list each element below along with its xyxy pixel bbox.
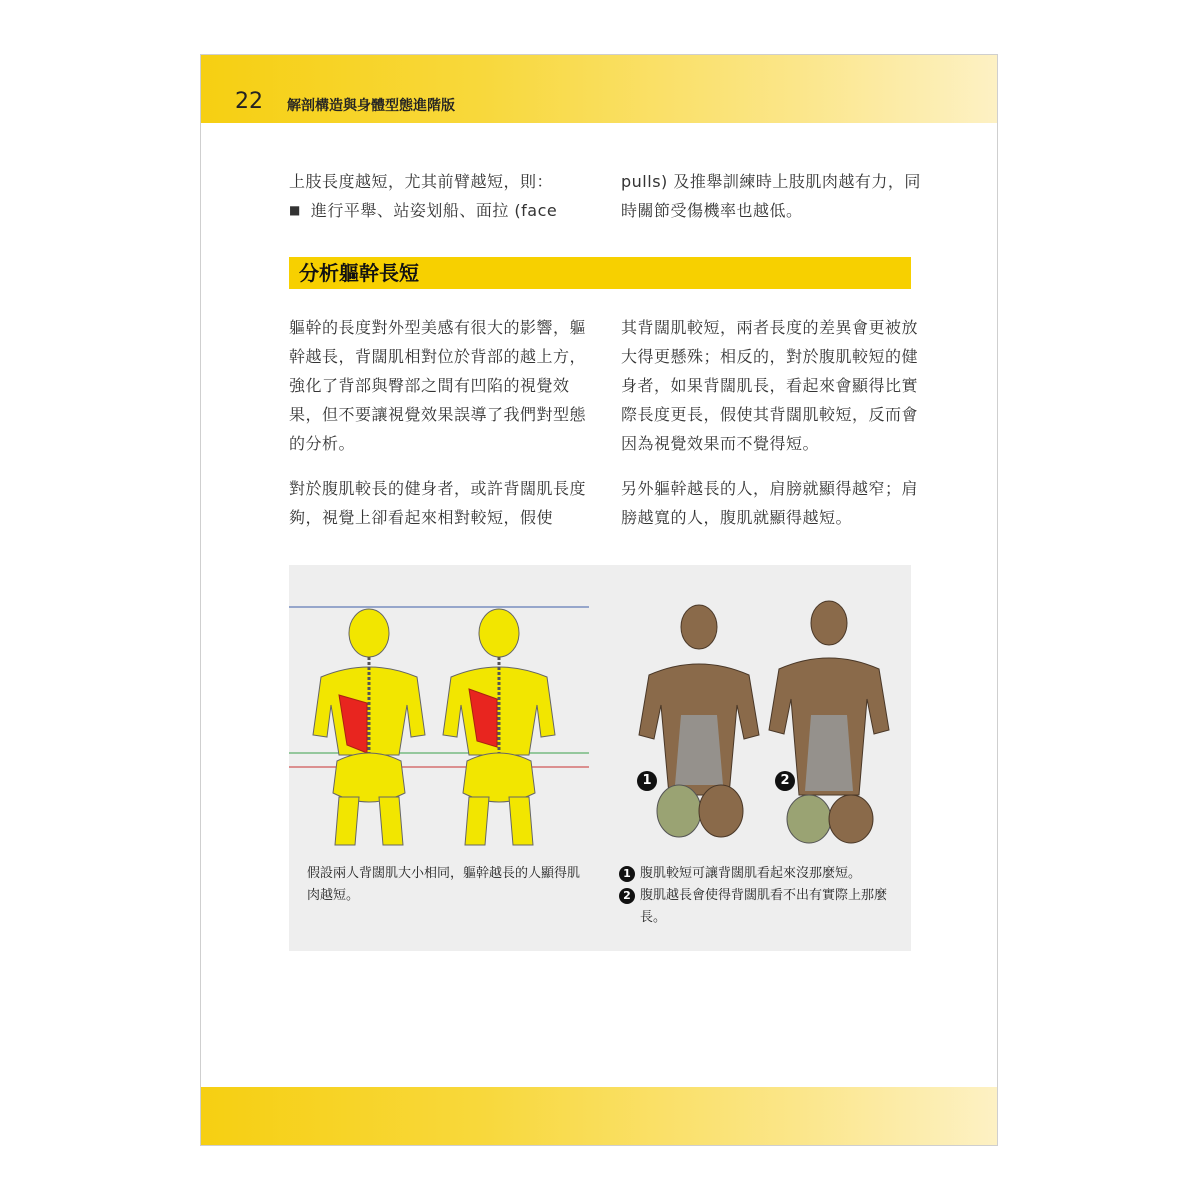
book-page bbox=[200, 54, 998, 1146]
anatomy-illustrations bbox=[289, 565, 911, 855]
intro-left-column bbox=[289, 167, 589, 225]
skeleton-figure-short-torso bbox=[313, 609, 425, 845]
figure-caption-left: 假設兩人背闊肌大小相同，軀幹越長的人顯得肌肉越短。 bbox=[307, 866, 581, 903]
footer-band bbox=[201, 1087, 997, 1145]
caption-list-item bbox=[619, 863, 909, 885]
body-right-paragraph-2: 另外軀幹越長的人，肩膀就顯得越窄；肩膀越寬的人，腹肌就顯得越短。 bbox=[621, 479, 919, 527]
intro-bullet-text: 進行平舉、站姿划船、面拉 (face bbox=[310, 201, 558, 220]
caption-item-text: 腹肌越長會使得背闊肌看不出有實際上那麼長。 bbox=[640, 888, 888, 925]
skeleton-figure-long-torso bbox=[443, 609, 555, 845]
caption-item-text: 腹肌較短可讓背闊肌看起來沒那麼短。 bbox=[640, 866, 862, 881]
body-left-paragraph-1: 軀幹的長度對外型美感有很大的影響，軀幹越長，背闊肌相對位於背部的越上方，強化了背部與臀部之間有凹陷的視覺效果，但不要讓視覺效果誤導了我們對型態的分析。 bbox=[289, 318, 587, 453]
caption-number-badge: 2 bbox=[619, 888, 635, 904]
intro-right-column bbox=[621, 167, 921, 225]
intro-bullet-item bbox=[289, 196, 589, 225]
body-left-column bbox=[289, 313, 589, 532]
section-heading: 分析軀幹長短 bbox=[289, 257, 911, 289]
body-right-paragraph-1: 其背闊肌較短，兩者長度的差異會更被放大得更懸殊；相反的，對於腹肌較短的健身者，如果背闊肌長，看起來會顯得比實際長度更長，假使其背闊肌較短，反而會因為視覺效果而不覺得短。 bbox=[621, 318, 919, 453]
muscle-figure-short-abs bbox=[639, 605, 759, 837]
intro-right-paragraph: pulls) 及推舉訓練時上肢肌肉越有力，同時關節受傷機率也越低。 bbox=[621, 172, 921, 220]
muscle-figure-long-abs bbox=[769, 601, 889, 843]
caption-list-item bbox=[619, 885, 909, 929]
square-bullet-icon: ■ bbox=[289, 203, 301, 217]
page-number: 22 bbox=[235, 89, 263, 114]
body-left-paragraph-2: 對於腹肌較長的健身者，或許背闊肌長度夠，視覺上卻看起來相對較短，假使 bbox=[289, 479, 587, 527]
intro-left-line: 上肢長度越短，尤其前臂越短，則： bbox=[289, 172, 554, 191]
body-right-column bbox=[621, 313, 921, 532]
figure-panel bbox=[289, 565, 911, 951]
running-title: 解剖構造與身體型態進階版 bbox=[287, 98, 455, 114]
caption-number-badge: 1 bbox=[619, 866, 635, 882]
figure-number-2-badge: 2 bbox=[775, 771, 795, 791]
figure-number-1-badge: 1 bbox=[637, 771, 657, 791]
figure-caption-right bbox=[619, 863, 909, 929]
